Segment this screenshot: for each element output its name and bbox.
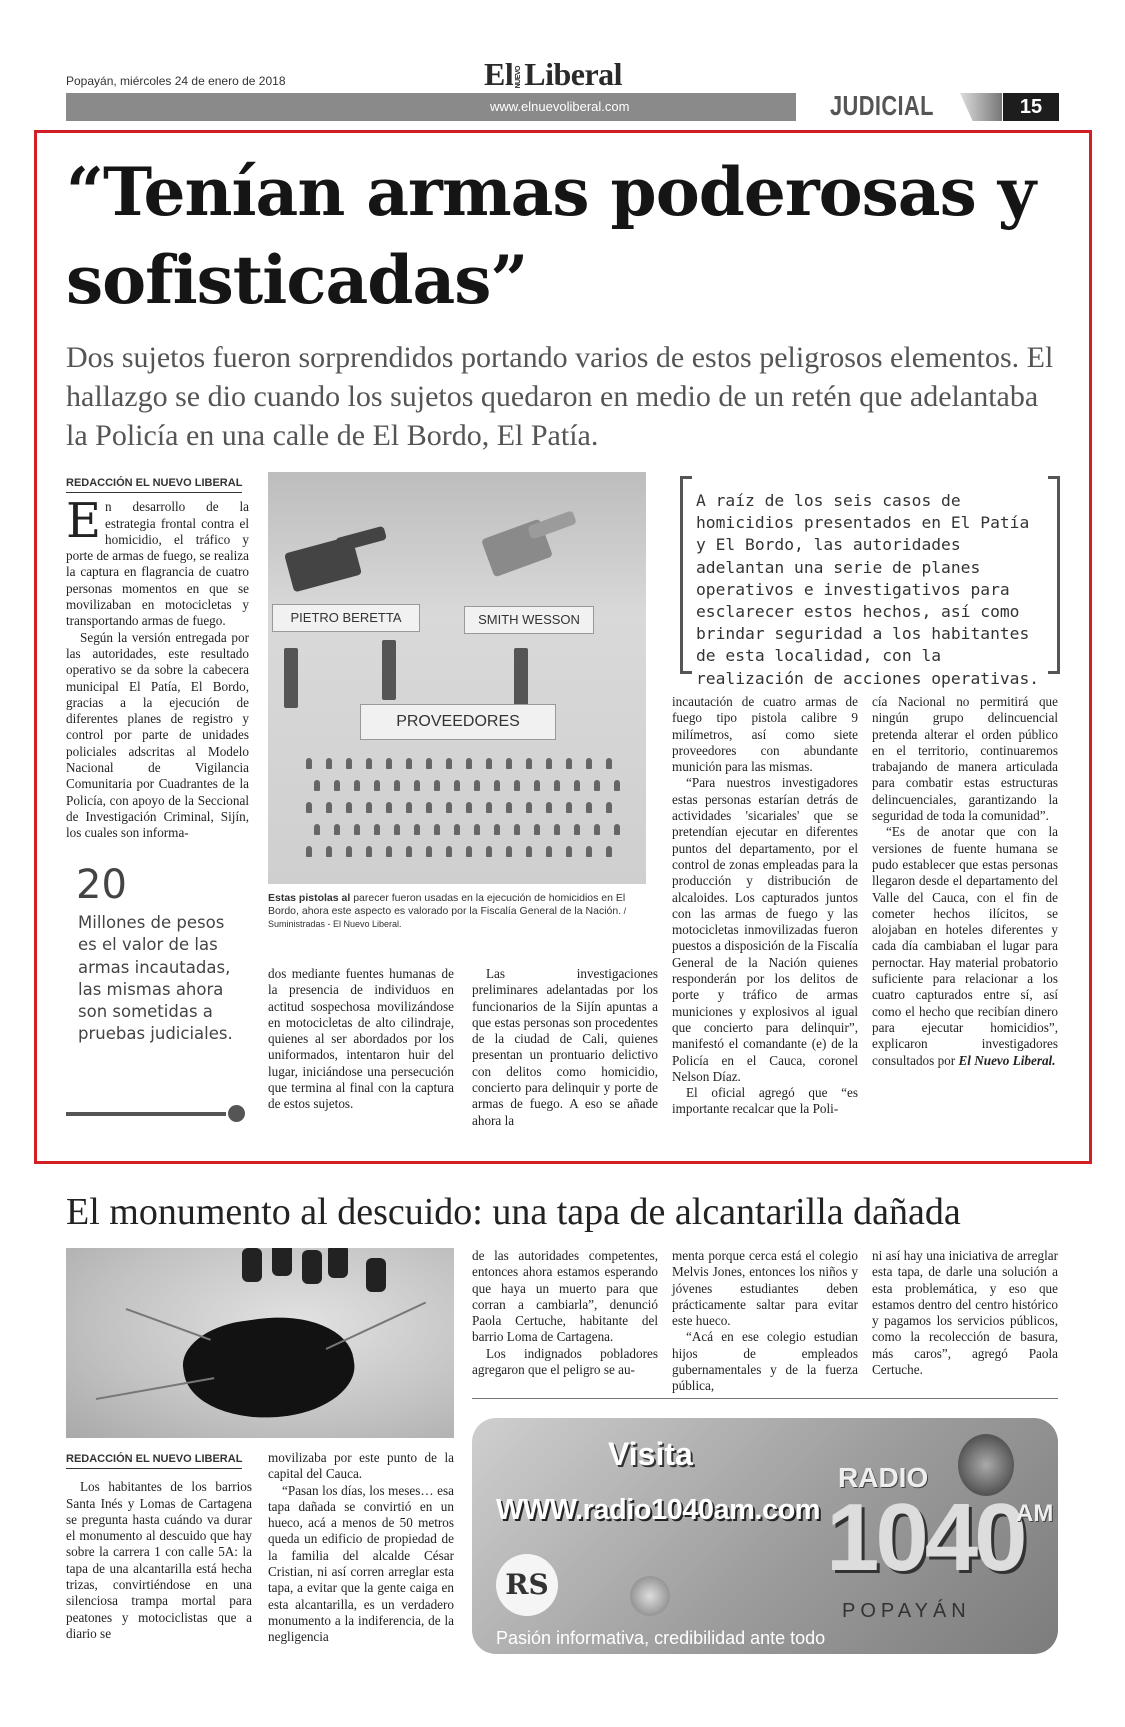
bullet-image bbox=[586, 802, 592, 813]
bullet-image bbox=[306, 758, 312, 769]
bullet-image bbox=[546, 758, 552, 769]
ad-radio-text: RADIO bbox=[838, 1462, 929, 1493]
ad-tagline: Pasión informativa, credibilidad ante todo bbox=[496, 1628, 826, 1648]
paragraph: n desarrollo de la estrategia frontal contra el homicidio, el tráfico y porte de armas de fuego, se realiza la captura en flagrancia de cuatro personas momentos en que se movilizaban en motocicletas y transportando armas de fuego. bbox=[66, 499, 249, 629]
paragraph: El oficial agregó que “es importante recalcar que la Poli- bbox=[672, 1085, 858, 1117]
bullet-image bbox=[566, 758, 572, 769]
bullet-image bbox=[466, 758, 472, 769]
bullet-image bbox=[326, 846, 332, 857]
bullet-image bbox=[374, 824, 380, 835]
second-article-column-3 bbox=[472, 1248, 658, 1378]
bullet-image bbox=[474, 824, 480, 835]
article-column-3 bbox=[472, 966, 658, 1129]
bullet-image bbox=[334, 780, 340, 791]
edition-date: Popayán, miércoles 24 de enero de 2018 bbox=[66, 74, 286, 88]
magazine-image bbox=[284, 648, 298, 708]
magazine-image bbox=[382, 640, 396, 700]
bullet-image bbox=[434, 824, 440, 835]
paragraph: dos mediante fuentes humanas de la presencia de individuos en actitud sospechosa movilizándose en motocicletas de alto cilindraje, quienes al ser abordados por los uniformados, intentaron huir del lugar, iniciándose una persecución que termina al final con la captura de estos sujetos. bbox=[268, 966, 454, 1112]
ad-city: POPAYÁN bbox=[842, 1600, 971, 1622]
bullet-image bbox=[494, 780, 500, 791]
bullet-image bbox=[306, 802, 312, 813]
sticker-icon bbox=[630, 1576, 670, 1616]
bullet-image bbox=[386, 802, 392, 813]
article-column-4 bbox=[672, 694, 858, 1118]
bullet-image bbox=[546, 802, 552, 813]
paragraph: Los habitantes de los barrios Santa Inés y Lomas de Cartagena se pregunta hasta cuándo va durar el monumento al descuido que hay sobre la carrera 1 con calle 5A: la tapa de una alcantarilla está hecha trizas, convirtiéndose en una silenciosa trampa mortal para peatones y motociclistas que a diario se bbox=[66, 1479, 252, 1641]
bullet-image bbox=[386, 846, 392, 857]
shoe-image bbox=[272, 1248, 292, 1276]
logo-liberal: Liberal bbox=[524, 56, 623, 92]
magazine-image bbox=[514, 648, 528, 708]
bullet-image bbox=[446, 846, 452, 857]
bullet-image bbox=[474, 780, 480, 791]
bullet-image bbox=[526, 846, 532, 857]
paragraph: de las autoridades competentes, entonces ahora estamos esperando que haya un muerto para que corran a cambiarla”, denunció Paola Certuche, habitante del barrio Loma de Cartagena. bbox=[472, 1248, 658, 1345]
bullet-image bbox=[606, 846, 612, 857]
dropcap: E bbox=[66, 493, 102, 550]
paragraph-text: “Es de anotar que con la versiones de fuente humana se pudo establecer que estas personas llegaron desde el departamento del Valle del Cauca, con el fin de cometer hechos ilícitos, se alojaban en hoteles diferentes y cada día cambiaban el lugar para pernoctar. Hay material probatorio suficiente para relacionar a los cuatro capturados entre sí, así como el hecho que recibían dinero para ejecutar homicidios”, explicaron investigadores consultados por bbox=[872, 824, 1058, 1068]
paragraph bbox=[872, 824, 1058, 1068]
bullet-image bbox=[554, 780, 560, 791]
bullet-image bbox=[466, 802, 472, 813]
bullet-image bbox=[446, 758, 452, 769]
bullet-image bbox=[614, 824, 620, 835]
bullet-image bbox=[514, 824, 520, 835]
bullet-image bbox=[354, 824, 360, 835]
bullet-image bbox=[586, 846, 592, 857]
shoe-image bbox=[328, 1248, 348, 1278]
paragraph: “Acá en ese colegio estudian hijos de empleados gubernamentales y de la fuerza pública, bbox=[672, 1329, 858, 1394]
article-column-2 bbox=[268, 966, 454, 1113]
shoe-image bbox=[366, 1258, 386, 1292]
ad-frequency: 1040 bbox=[826, 1484, 1024, 1591]
paragraph: ni así hay una iniciativa de arreglar esta tapa, de darle una solución a esta problemática, y eso que estamos dentro del centro histórico y pagamos los servicios públicos, como la recolección de basura, más caros”, agregó Paola Certuche. bbox=[872, 1248, 1058, 1378]
ad-divider bbox=[472, 1398, 1058, 1399]
second-article-column-5 bbox=[872, 1248, 1058, 1378]
bullet-image bbox=[426, 758, 432, 769]
header-bar bbox=[66, 93, 796, 121]
bullet-image bbox=[566, 846, 572, 857]
bullet-image bbox=[326, 758, 332, 769]
bullet-image bbox=[406, 846, 412, 857]
second-article-column-2 bbox=[268, 1450, 454, 1646]
article-byline: REDACCIÓN EL NUEVO LIBERAL bbox=[66, 475, 242, 493]
bullet-image bbox=[514, 780, 520, 791]
paragraph: movilizaba por este punto de la capital del Cauca. bbox=[268, 1450, 454, 1482]
bullet-image bbox=[534, 824, 540, 835]
bullet-image bbox=[546, 846, 552, 857]
page-number: 15 bbox=[1003, 93, 1059, 121]
hole-image bbox=[178, 1307, 360, 1430]
bullet-image bbox=[554, 824, 560, 835]
bullet-image bbox=[574, 780, 580, 791]
bullet-image bbox=[386, 758, 392, 769]
bullet-image bbox=[466, 846, 472, 857]
ad-url-link[interactable]: WWW.radio1040am.com bbox=[496, 1494, 821, 1526]
ad-visita-text: Visita bbox=[608, 1436, 693, 1472]
bullet-image bbox=[506, 758, 512, 769]
article-column-5 bbox=[872, 694, 1058, 1069]
paragraph: Según la versión entregada por las autoridades, este resultado operativo se da sobre la cabecera municipal El Patía, El Bordo, gracias a la ejecución de diferentes planes de registro y control por parte de unidades policiales adscritas al Modelo Nacional de Vigilancia Comunitaria por Cuadrantes de la Policía, con apoyo de la Seccional de Investigación Criminal, Sijín, los cuales son informa- bbox=[66, 629, 249, 841]
bullet-image bbox=[574, 824, 580, 835]
paragraph: “Para nuestros investigadores estas personas estarían detrás de actividades 'sicariales' que se pretendían ejecutar en diferentes puntos del departamento, por el control de zonas empleadas para la producción y distribución de alcaloides. Los capturados juntos con las armas de fuego y las motocicletas inmovilizadas fueron puestos a disposición de la Fiscalía General de la Nación quienes responderán por los delitos de porte y tráfico de armas municiones y explosivos al igual que concierto para delinquir”, manifestó el comandante (e) de la Policía en el Cauca, coronel Nelson Díaz. bbox=[672, 775, 858, 1084]
second-article-headline: El monumento al descuido: una tapa de alcantarilla dañada bbox=[66, 1191, 961, 1233]
bullet-image bbox=[486, 802, 492, 813]
bullet-image bbox=[526, 802, 532, 813]
bullet-image bbox=[314, 824, 320, 835]
shoe-image bbox=[242, 1248, 262, 1282]
label-card: SMITH WESSON bbox=[464, 606, 594, 634]
bullet-image bbox=[606, 802, 612, 813]
second-article-column-4 bbox=[672, 1248, 858, 1395]
bullet-image bbox=[446, 802, 452, 813]
bullet-image bbox=[346, 758, 352, 769]
bullet-image bbox=[394, 780, 400, 791]
bullet-image bbox=[526, 758, 532, 769]
article-byline: REDACCIÓN EL NUEVO LIBERAL bbox=[66, 1451, 242, 1469]
ad-am-text: AM bbox=[1016, 1500, 1054, 1527]
article-column-1 bbox=[66, 474, 249, 842]
bullet-image bbox=[454, 824, 460, 835]
bullet-image bbox=[426, 846, 432, 857]
bullet-image bbox=[414, 824, 420, 835]
bullet-image bbox=[326, 802, 332, 813]
label-card: PROVEEDORES bbox=[360, 704, 556, 740]
bullet-image bbox=[406, 758, 412, 769]
rs-logo-icon: RS bbox=[496, 1554, 558, 1616]
section-title: JUDICIAL bbox=[830, 90, 934, 121]
website-url[interactable]: www.elnuevoliberal.com bbox=[490, 99, 630, 114]
paragraph: menta porque cerca está el colegio Melvis Jones, entonces los niños y jóvenes estudiantes deben prácticamente saltar para evitar este hueco. bbox=[672, 1248, 858, 1329]
newspaper-logo[interactable] bbox=[484, 56, 622, 93]
bullet-image bbox=[426, 802, 432, 813]
bullet-image bbox=[406, 802, 412, 813]
sewer-cover-photo[interactable] bbox=[66, 1248, 454, 1438]
caption-text: parecer fueron usadas en la ejecución de homicidios en El Bordo, ahora este aspecto es valorado por la Fiscalía General de la Nación. bbox=[268, 892, 626, 917]
bullet-image bbox=[614, 780, 620, 791]
bullet-image bbox=[334, 824, 340, 835]
label-card: PIETRO BERETTA bbox=[272, 604, 420, 632]
logo-el: El bbox=[484, 56, 514, 92]
paragraph: cía Nacional no permitirá que ningún grupo delincuencial pretenda alterar el orden público en el territorio, continuaremos trabajando de manera articulada para combatir estas estructuras delincuenciales, garantizando la seguridad de toda la comunidad”. bbox=[872, 694, 1058, 824]
bullet-image bbox=[534, 780, 540, 791]
bullet-image bbox=[506, 802, 512, 813]
paragraph: “Pasan los días, los meses… esa tapa dañada se convirtió en un hueco, acá a menos de 50 metros queda un edificio de propiedad de la familia del alcalde César Cristian, ni así corren arreglar esta tapa, a evitar que la gente caiga en esta alcantarilla, es un verdadero monumento a la indiferencia, de la negligencia bbox=[268, 1482, 454, 1645]
section-tab-decoration bbox=[960, 93, 1002, 121]
bullet-image bbox=[454, 780, 460, 791]
article-headline: “Tenían armas poderosas y sofisticadas” bbox=[66, 153, 1036, 319]
pistol-image bbox=[335, 526, 387, 552]
bullet-image bbox=[486, 758, 492, 769]
bullet-image bbox=[506, 846, 512, 857]
bullet-image bbox=[414, 780, 420, 791]
shoe-image bbox=[302, 1250, 322, 1284]
crack-line bbox=[326, 1302, 427, 1350]
right-bracket bbox=[1048, 476, 1060, 674]
stat-divider bbox=[66, 1112, 226, 1116]
bullet-image bbox=[354, 780, 360, 791]
caption-lead: Estas pistolas al bbox=[268, 892, 351, 904]
bullet-image bbox=[314, 780, 320, 791]
stat-description: Millones de pesos es el valor de las armas incautadas, las mismas ahora son sometidas a pruebas judiciales. bbox=[78, 913, 233, 1044]
bullet-image bbox=[594, 824, 600, 835]
weapons-photo[interactable] bbox=[268, 472, 646, 884]
bullet-image bbox=[434, 780, 440, 791]
bullet-image bbox=[374, 780, 380, 791]
crack-line bbox=[126, 1308, 211, 1341]
source-credit: El Nuevo Liberal. bbox=[958, 1052, 1056, 1068]
bullet-image bbox=[566, 802, 572, 813]
paragraph: incautación de cuatro armas de fuego tipo pistola calibre 9 milímetros, así como siete proveedores con abundante munición para las mismas. bbox=[672, 694, 858, 775]
photo-caption bbox=[268, 892, 646, 931]
bullet-image bbox=[486, 846, 492, 857]
bullet-image bbox=[494, 824, 500, 835]
paragraph: Las investigaciones preliminares adelantadas por los funcionarios de la Sijín apuntas a que estas personas son procedentes de la ciudad de Cali, quienes presentan un prontuario delictivo con delitos como homicidio, concierto para delinquir y porte de armas de fuego. A eso se añade ahora la bbox=[472, 966, 658, 1128]
article-deck: Dos sujetos fueron sorprendidos portando varios de estos peligrosos elementos. El hallazgo se dio cuando los sujetos quedaron en medio de un retén que adelantaba la Policía en una calle de El Bordo, El Patía. bbox=[66, 341, 1054, 452]
pull-quote: A raíz de los seis casos de homicidios presentados en El Patía y El Bordo, las autoridades adelantan una serie de planes operativos e investigativos para esclarecer estos hechos, así como brindar seguridad a los habitantes de esta localidad, con la realización de acciones operativas. bbox=[696, 491, 1040, 688]
bullet-image bbox=[346, 846, 352, 857]
logo-nuevo: NUEVO bbox=[515, 66, 523, 89]
bullet-image bbox=[586, 758, 592, 769]
second-article-column-1 bbox=[66, 1450, 252, 1642]
bullet-image bbox=[594, 780, 600, 791]
paragraph: Los indignados pobladores agregaron que el peligro se au- bbox=[472, 1345, 658, 1378]
bullet-image bbox=[366, 846, 372, 857]
bullet-image bbox=[306, 846, 312, 857]
bullet-image bbox=[346, 802, 352, 813]
bullet-image bbox=[366, 802, 372, 813]
caption-credit: / Suministradas - El Nuevo Liberal. bbox=[268, 906, 627, 929]
bullet-image bbox=[366, 758, 372, 769]
left-bracket bbox=[680, 476, 692, 674]
stat-dot-icon bbox=[228, 1105, 245, 1122]
pistol-image bbox=[527, 510, 577, 540]
bullet-image bbox=[606, 758, 612, 769]
bullet-image bbox=[394, 824, 400, 835]
stat-number: 20 bbox=[76, 862, 127, 908]
